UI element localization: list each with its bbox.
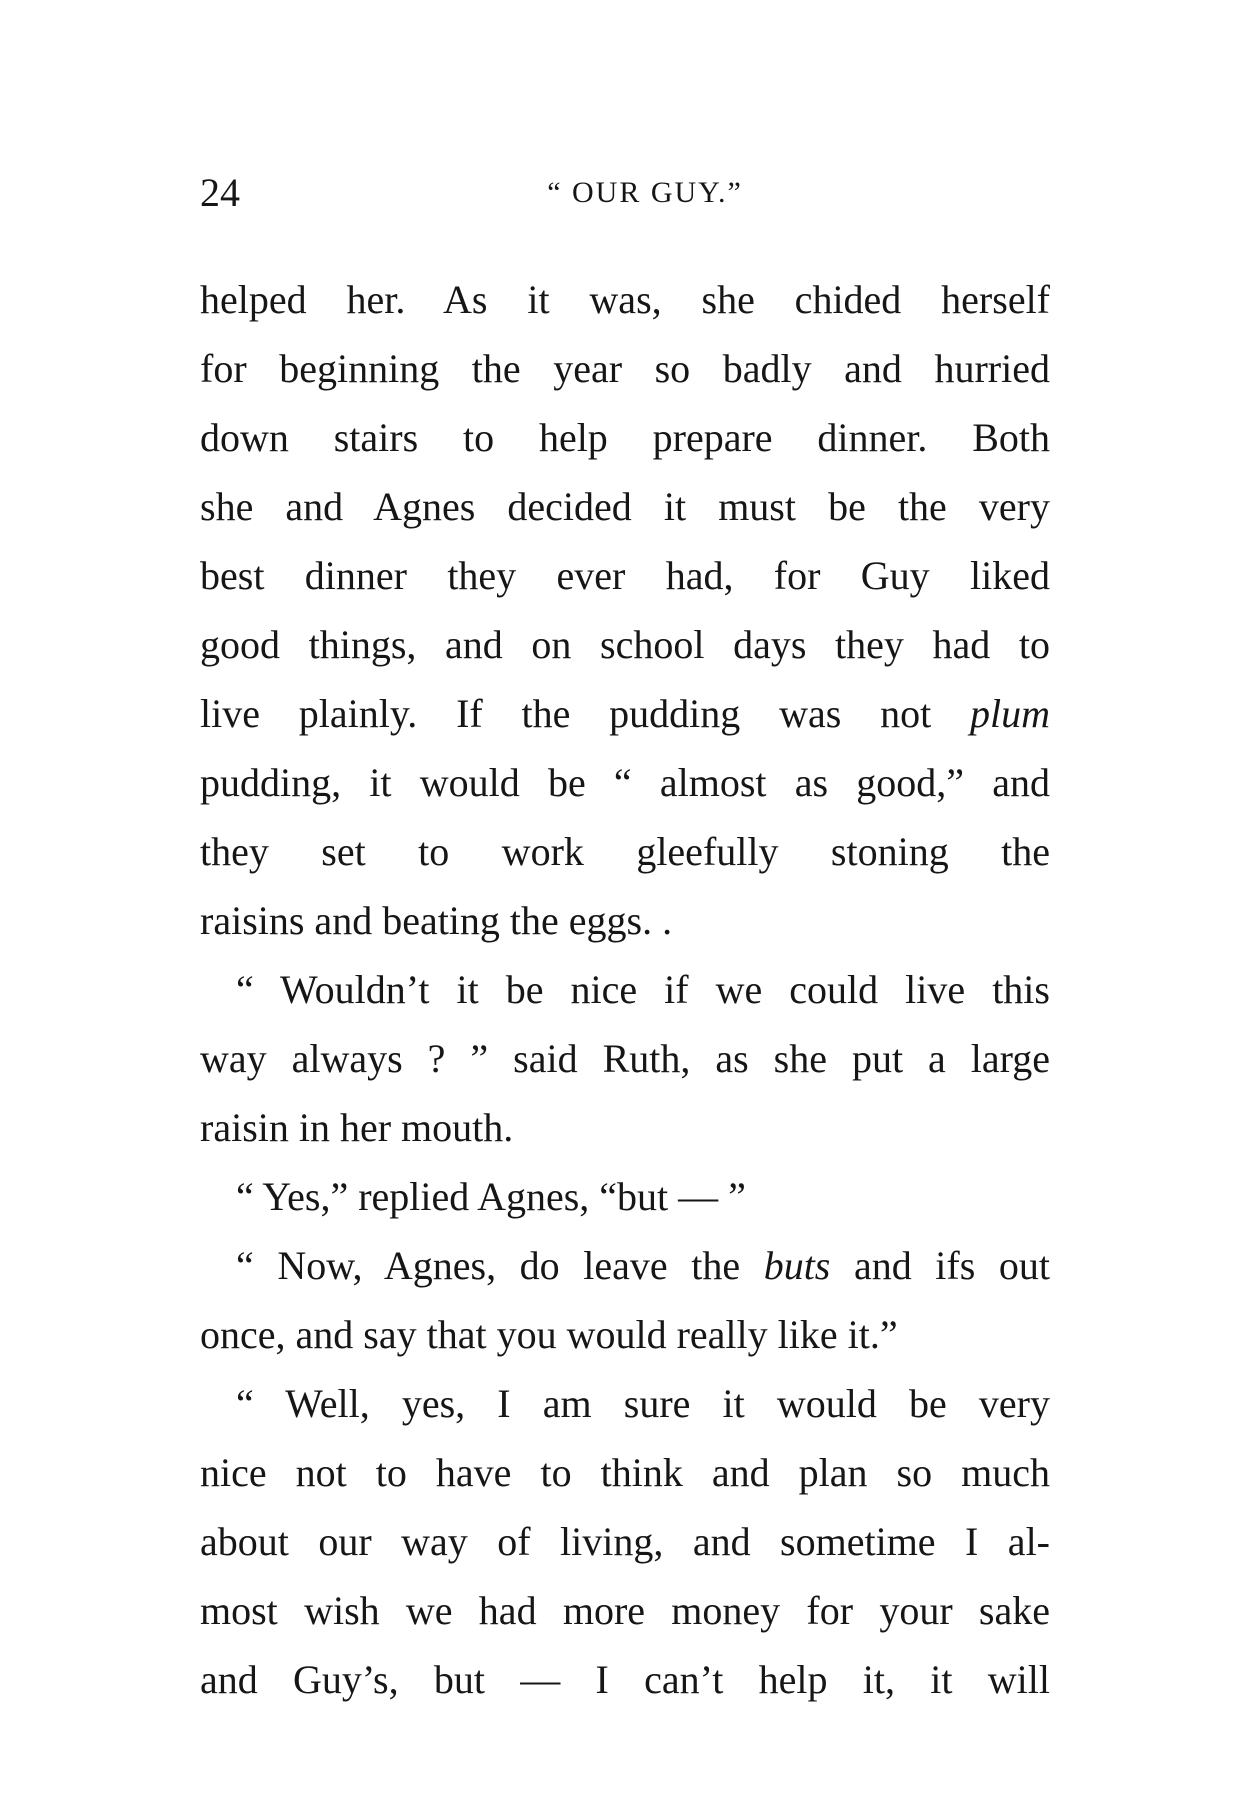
running-title: “ OUR GUY.” — [547, 176, 743, 209]
text-line: way always ? ” said Ruth, as she put a large — [200, 1036, 1050, 1081]
text-line: nice not to have to think and plan so much — [200, 1450, 1050, 1495]
text-line: “ Well, yes, I am sure it would be very — [236, 1381, 1050, 1426]
text-line: pudding, it would be “ almost as good,” and — [200, 760, 1050, 805]
text-line — [200, 1231, 1050, 1300]
page-header — [200, 168, 1050, 218]
text-line: raisins and beating the eggs. . — [200, 898, 673, 943]
text-segment: and ifs out — [830, 1243, 1050, 1288]
text-line: most wish we had more money for your sake — [200, 1588, 1050, 1633]
text-line: helped her. As it was, she chided herself — [200, 277, 1050, 322]
text-line: they set to work gleefully stoning the — [200, 829, 1050, 874]
italic-word: buts — [763, 1243, 831, 1288]
text-line: once, and say that you would really like it.” — [200, 1312, 898, 1357]
text-line: and Guy’s, but — I can’t help it, it will — [200, 1657, 1050, 1702]
text-line: for beginning the year so badly and hurried — [200, 346, 1050, 391]
text-line — [200, 679, 1050, 748]
text-segment: live plainly. If the pudding was not — [200, 691, 970, 736]
text-line: best dinner they ever had, for Guy liked — [200, 553, 1050, 598]
body-text — [200, 265, 1050, 1714]
text-line: good things, and on school days they had to — [200, 622, 1050, 667]
italic-word: plum — [970, 691, 1050, 736]
text-line: she and Agnes decided it must be the very — [200, 484, 1050, 529]
text-line: “ Wouldn’t it be nice if we could live this — [236, 967, 1050, 1012]
page-number: 24 — [200, 170, 240, 215]
text-line: raisin in her mouth. — [200, 1105, 514, 1150]
text-line: “ Yes,” replied Agnes, “but — ” — [236, 1174, 746, 1219]
text-line: down stairs to help prepare dinner. Both — [200, 415, 1050, 460]
text-line: about our way of living, and sometime I al- — [200, 1519, 1050, 1564]
text-segment: “ Now, Agnes, do leave the — [236, 1243, 764, 1288]
